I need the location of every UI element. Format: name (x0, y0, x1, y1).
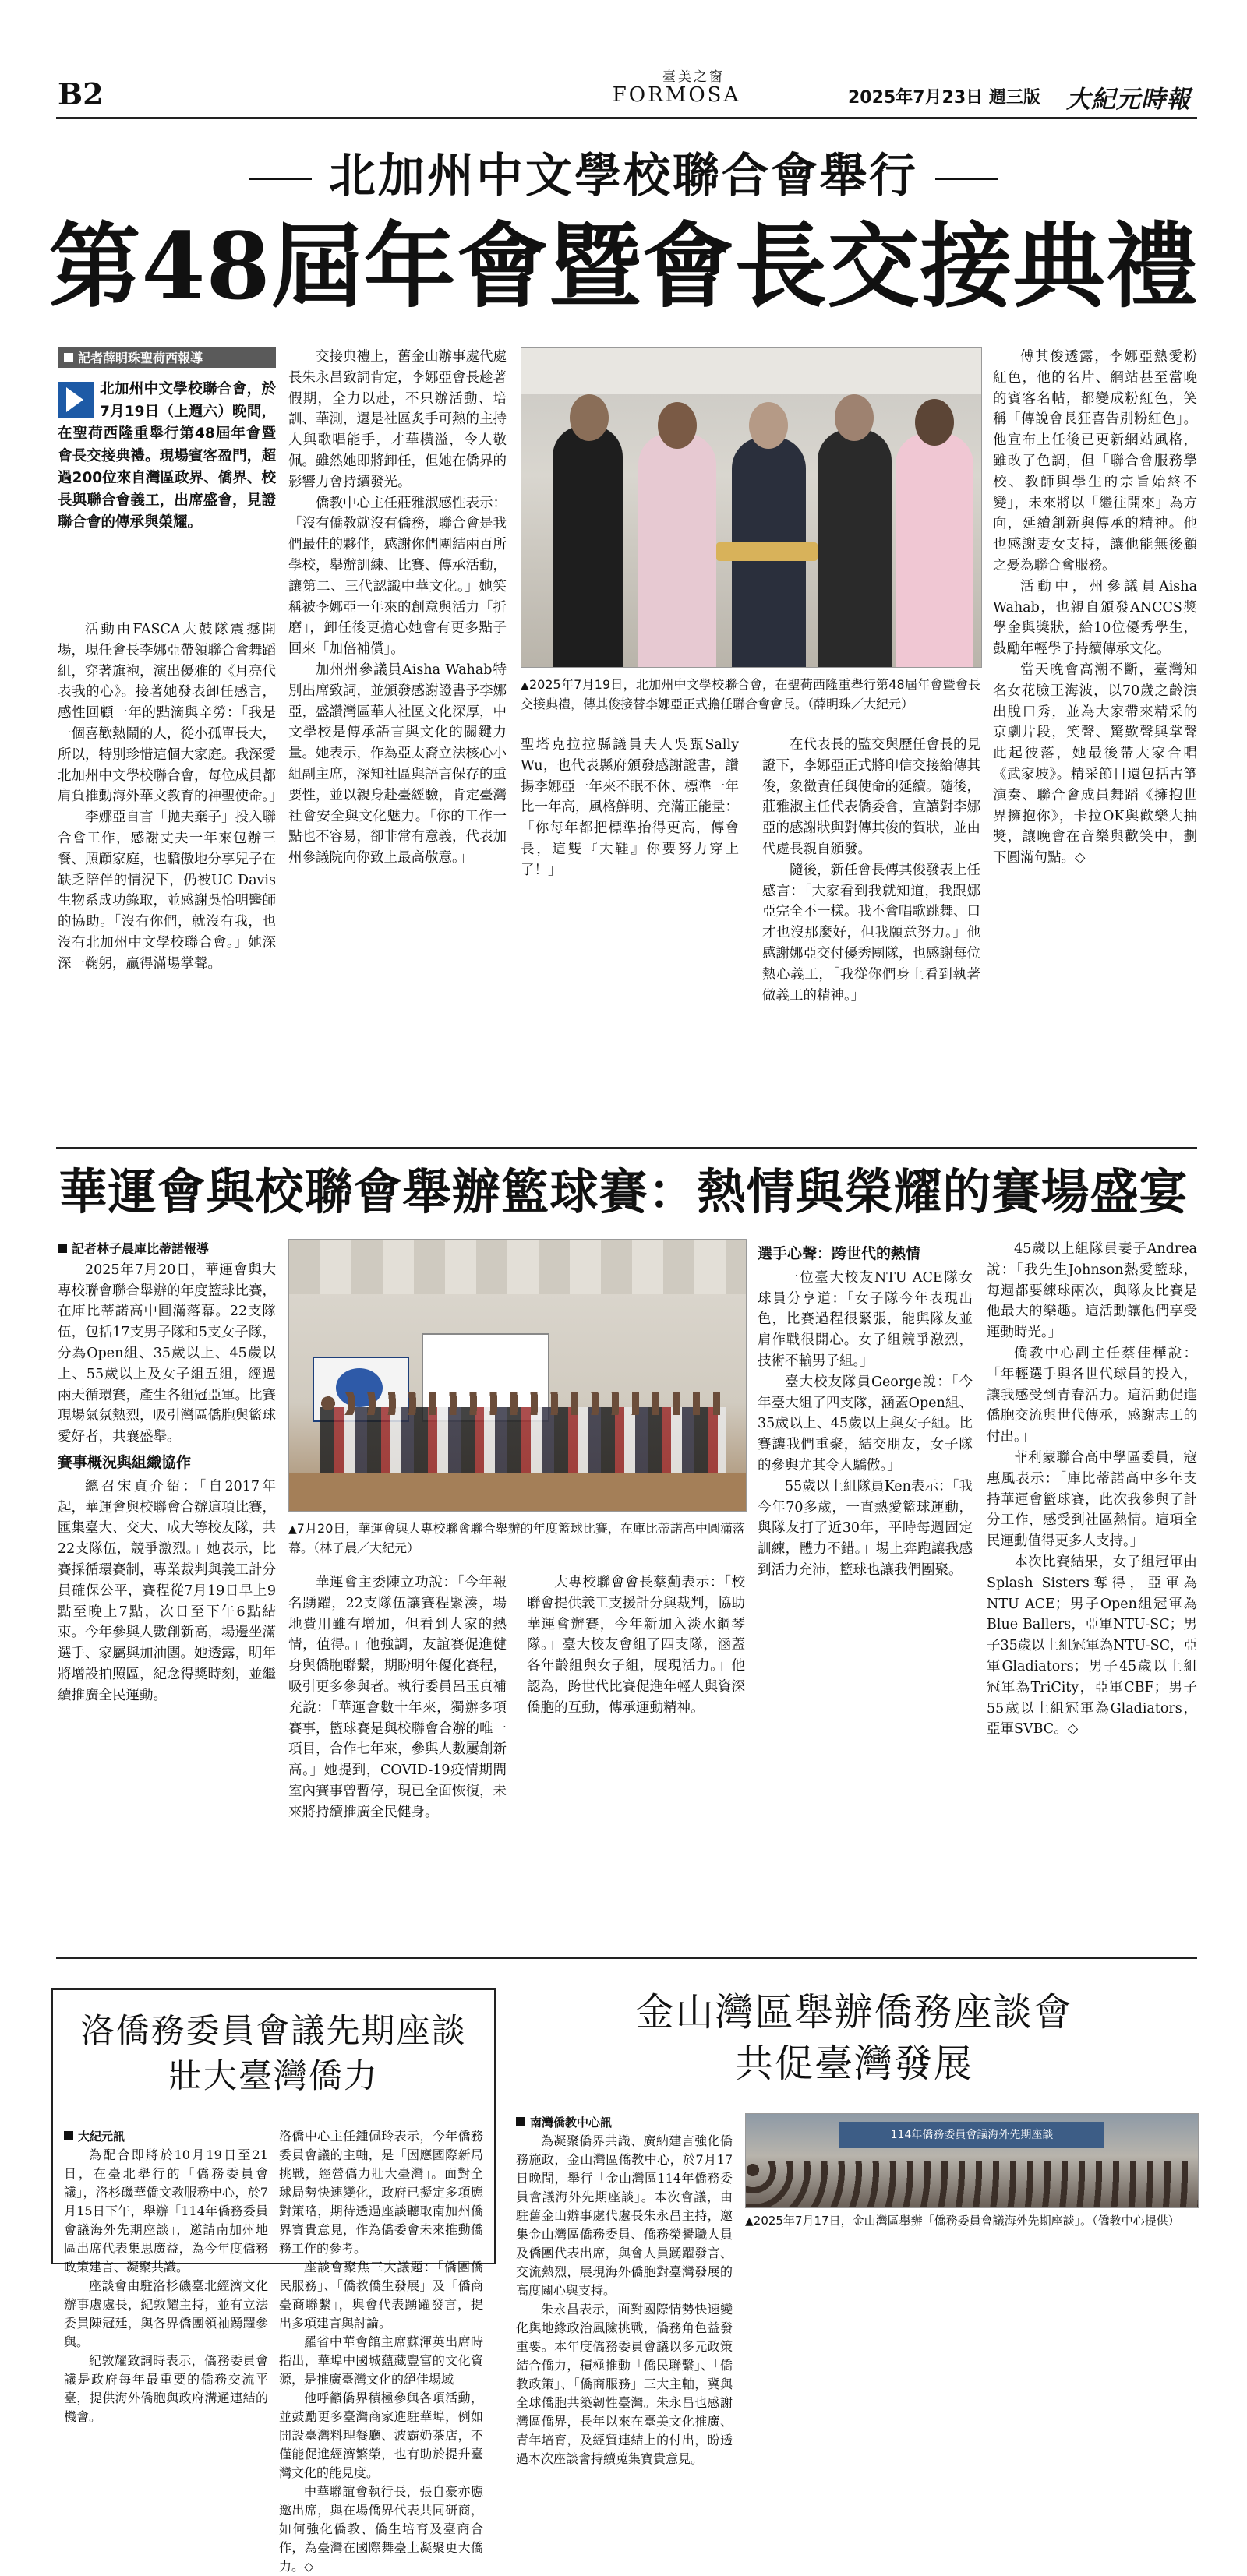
paragraph: 朱永昌表示，面對國際情勢快速變化與地緣政治風險挑戰，僑務角色益發重要。本年度僑務委員會議以多元政策結合僑力，積極推動「僑民聯繫」、「僑教政策」、「僑商服務」三大主軸，冀與全球僑胞共築韌性臺灣。朱永昌也感謝灣區僑界，長年以來在臺美文化推廣、青年培育，及經貿連結上的付出，盼透過本次座談會持續蒐集寶貴意見。 (516, 2302, 733, 2466)
paragraph: 僑教中心副主任蔡佳樺說：「年輕選手與各世代球員的投入，讓我感受到青春活力。這活動促進僑胞交流與世代傳承，感謝志工的付出。」 (987, 1345, 1197, 1445)
paragraph: 55歲以上組隊員Ken表示：「我今年70多歲，一直熱愛籃球運動，與隊友打了近30年，平時每週固定訓練，體力不錯。」場上奔跑讓我感到活力充沛，籃球也讓我們團聚。 (758, 1478, 973, 1578)
paragraph: 加州州參議員Aisha Wahab特別出席致詞，並頒發感謝證書予李娜亞，盛讚灣區華人社區文化深厚，中文學校是傳承語言與文化的關鍵力量。她表示，作為亞太裔立法核心小組副主席，深知社區與語言保存的重要性，並以親身赴臺經驗，肯定臺灣社會安全與文化魅力。「你的工作一點也不容易，卻非常有意義，代表加州參議院向你致上最高敬意。」 (288, 662, 507, 866)
paragraph: 座談會聚焦三大議題：「僑團僑民服務」、「僑教僑生發展」及「僑商臺商聯繫」，與會代表踴躍發言，提出多項建言與討論。 (279, 2260, 483, 2331)
paragraph: 2025年7月20日，華運會與大專校聯會聯合舉辦的年度籃球比賽，在庫比蒂諾高中圓滿落幕。22支隊伍，包括17支男子隊和5支女子隊，分為Open組、35歲以上、45歲以上、55歲以上及女子組五組，經過兩天循環賽，產生各組冠亞軍。比賽現場氣氛熱烈，吸引灣區僑胞與籃球愛好者，共襄盛舉。 (58, 1262, 276, 1445)
page-label: B2 (58, 76, 104, 111)
section-big-title: FORMOSA (612, 83, 741, 107)
article-2-subhead-2: 選手心聲：跨世代的熱情 (758, 1245, 921, 1262)
article-1-col-5 (993, 347, 1197, 1134)
article-4-caption: ▲2025年7月17日，金山灣區舉辦「僑務委員會議海外先期座談」。（僑教中心提供） (745, 2214, 1180, 2228)
section-logo (591, 65, 762, 107)
triangle-icon: ▲ (288, 1523, 297, 1536)
article-1-headline: 第48屆年會暨會長交接典禮 (48, 212, 1199, 320)
article-1-lead: 北加州中文學校聯合會，於7月19日（上週六）晚間，在聖荷西隆重舉行第48屆年會暨會長交接典禮。現場賓客盈門，超過200位來自灣區政界、僑界、校長與聯合會義工，出席盛會，見證聯合會的傳承與榮耀。 (58, 381, 276, 531)
banner: 114年僑務委員會議海外先期座談 (839, 2122, 1104, 2148)
triangle-icon: ▲ (521, 679, 529, 692)
article-3-byline: 大紀元訊 (64, 2127, 268, 2146)
article-3-col-1 (64, 2127, 268, 2424)
paragraph: 李娜亞自言「拋夫棄子」投入聯合會工作，感謝丈夫一年來包辦三餐、照顧家庭，也驕傲地分享兒子在缺乏陪伴的情況下，仍被UC Davis生物系成功錄取，並感謝吳怡明醫師的協助。「沒有你們，就沒有我，也沒有北加州中文學校聯合會。」她深深一鞠躬，贏得滿場掌聲。 (58, 810, 276, 972)
paragraph: 45歲以上組隊員妻子Andrea說：「我先生Johnson熱愛籃球，每週都要練球兩次，與隊友比賽是他最大的樂趣。這活動讓他們享受運動時光。」 (987, 1241, 1197, 1341)
article-1-photo (521, 347, 982, 668)
issue-date: 2025年7月23日 週三版 (848, 88, 1040, 108)
paragraph: 當天晚會高潮不斷，臺灣知名女花臉王海波，以70歲之齡演出脫口秀，並為大家帶來精采的京劇片段，笑聲、驚歎聲與掌聲此起彼落，她最後帶大家合唱《武家坡》。精采節目還包括古箏演奏、聯合會成員舞蹈《擁抱世界擁抱你》，卡拉OK與歡樂大抽獎，讓晚會在音樂與歡笑中，劃下圓滿句點。◇ (993, 662, 1197, 866)
article-1-col-1 (58, 619, 283, 1134)
paragraph: 華運會主委陳立功說：「今年報名踴躍，22支隊伍讓賽程緊湊，場地費用雖有增加，但看到大家的熱情，值得。」他強調，友誼賽促進健身與僑胞聯繫，期盼明年優化賽程，吸引更多參與者。執行委員呂玉貞補充說：「華運會數十年來，獨辦多項賽事，籃球賽是與校聯會合辦的唯一項目，合作七年來，參與人數屢創新高。」她提到，COVID-19疫情期間室內賽事曾暫停，現已全面恢復，未來將持續推廣全民健身。 (288, 1575, 507, 1820)
paper-logo: 大紀元時報 (1066, 86, 1191, 114)
paragraph: 他呼籲僑界積極參與各項活動，並鼓勵更多臺灣商家進駐華埠，例如開設臺灣料理餐廳、波霸奶茶店，不僅能促進經濟繁榮，也有助於提升臺灣文化的能見度。 (279, 2391, 483, 2480)
paragraph: 洛僑中心主任鍾佩玲表示，今年僑務委員會議的主軸，是「因應國際新局挑戰，經營僑力壯大臺灣」。面對全球局勢快速變化，政府已擬定多項應對策略，期待透過座談聽取南加州僑界寶貴意見，作為僑委會未來推動僑務工作的參考。 (279, 2129, 483, 2256)
article-1-byline: 記者薛明珠聖荷西報導 (58, 347, 276, 368)
article-2-col-1 (58, 1239, 276, 1948)
paragraph: 紀敦耀致詞時表示，僑務委員會議是政府每年最重要的僑務交流平臺，提供海外僑胞與政府溝通連結的機會。 (64, 2353, 268, 2424)
article-1-col-2 (288, 347, 507, 1134)
article-2-col-4 (758, 1239, 973, 1948)
paragraph: 傅其俊透露，李娜亞熱愛粉紅色，他的名片、網站甚至當晚的賓客名帖，都變成粉紅色，笑稱「傳說會長狂喜告別粉紅色」。他宣布上任後已更新網站風格，雖改了色調，但「聯合會服務學校、教師與學生的宗旨始終不變」，未來將以「繼往開來」為方向，延續創新與傳承的精神。他也感謝妻女支持，讓他能無後顧之憂為聯合會服務。 (993, 349, 1197, 573)
article-2-subhead: 賽事概況與組織協作 (58, 1453, 192, 1471)
paragraph: 活動中，州參議員Aisha Wahab，也親自頒發ANCCS獎學金與獎狀，給10位優秀學生，鼓勵年輕學子持續傳承文化。 (993, 578, 1197, 658)
article-4-col-1 (516, 2113, 733, 2466)
paragraph: 僑教中心主任莊雅淑感性表示：「沒有僑教就沒有僑務，聯合會是我們最佳的夥伴，感謝你們團結兩百所學校，舉辦訓練、比賽、傳承活動，讓第二、三代認識中華文化。」她笑稱被李娜亞一年來的創意與活力「折磨」，卸任後更擔心她會有更多點子回來「加倍補償」。 (288, 495, 507, 658)
paragraph: 座談會由駐洛杉磯臺北經濟文化辦事處處長，紀敦耀主持，並有立法委員陳冠廷，與各界僑團領袖踴躍參與。 (64, 2278, 268, 2349)
article-2-col-5 (987, 1239, 1197, 1948)
triangle-icon: ▲ (745, 2215, 754, 2228)
article-4-photo (745, 2113, 1199, 2208)
article-2-col-3 (527, 1572, 745, 1948)
article-2-col-2 (288, 1572, 507, 1948)
chevron-right-icon (58, 382, 94, 418)
paragraph: 活動由FASCA大鼓隊震撼開場，現任會長李娜亞帶領聯合會舞蹈組，穿著旗袍，演出優雅的《月亮代表我的心》。接著她發表卸任感言，感性回顧一年的點滴與辛勞：「我是一個喜歡熱鬧的人，從小孤單長大，所以，特別珍惜這個大家庭。我深愛北加州中文學校聯合會，每位成員都肩負推動海外華文教育的神聖使命。」 (58, 622, 283, 805)
paragraph: 菲利蒙聯合高中學區委員，寇惠風表示：「庫比蒂諾高中多年支持華運會籃球賽，此次我參與了計分工作，感受到社區熱情。這項全民運動值得更多人支持。」 (987, 1449, 1197, 1550)
paragraph: 隨後，新任會長傳其俊發表上任感言：「大家看到我就知道，我跟娜亞完全不一樣。我不會唱歌跳舞、口才也沒那麼好，但我願意努力。」他感謝娜亞交付優秀團隊，也感謝每位熱心義工，「我從你們身上看到執著做義工的精神。」 (762, 862, 980, 1004)
article-1-col-3 (521, 735, 739, 1134)
article-4-headline: 金山灣區舉辦僑務座談會 共促臺灣發展 (635, 1990, 1073, 2086)
paragraph: 為凝聚僑界共識、廣納建言強化僑務施政，金山灣區僑教中心，於7月17日晚間，舉行「金山灣區114年僑務委員會議海外先期座談」。本次會議，由駐舊金山辦事處代處長朱永昌主持，邀集金山灣區僑務委員、僑務榮譽職人員及僑團代表出席，與會人員踴躍發言、交流熱烈，展現海外僑胞對臺灣發展的高度關心與支持。 (516, 2133, 733, 2298)
paragraph: 羅省中華會館主席蘇渾英出席時指出，華埠中國城蘊藏豐富的文化資源，是推廣臺灣文化的絕佳場域 (279, 2334, 483, 2387)
paragraph: 臺大校友隊員George說：「今年臺大組了四支隊，涵蓋Open組、35歲以上、45歲以上與女子組。比賽讓我們重聚，結交朋友，女子隊的參與尤其令人驕傲。」 (758, 1374, 973, 1473)
paragraph: 總召宋貞介紹：「自2017年起，華運會與校聯會合辦這項比賽，匯集臺大、交大、成大等校友隊，共22支隊伍，競爭激烈。」她表示，比賽採循環賽制，專業裁判與義工計分員確保公平，賽程從7月19日早上9點至晚上7點，次日至下午6點結束。今年參與人數創新高，場邊坐滿選手、家屬與加油團。她透露，明年將增設拍照區，紀念得獎時刻，並繼續推廣全民運動。 (58, 1478, 276, 1703)
article-2-photo (288, 1239, 747, 1512)
article-2-headline: 華運會與校聯會舉辦籃球賽：熱情與榮耀的賽場盛宴 (58, 1163, 1189, 1220)
article-4-byline: 南灣僑教中心訊 (516, 2113, 733, 2132)
paragraph: 為配合即將於10月19日至21日，在臺北舉行的「僑務委員會議」，洛杉磯華僑文教服務中心，於7月15日下午，舉辦「114年僑務委員會議海外先期座談」，邀請南加州地區出席代表集思廣益，為今年度僑務政策建言、凝聚共識。 (64, 2147, 268, 2274)
paragraph: 大專校聯會會長蔡薊表示：「校聯會提供義工支援計分與裁判，協助華運會辦賽，今年新加入淡水鋼琴隊。」臺大校友會組了四支隊，涵蓋各年齡組與女子組，展現活力。」他認為，跨世代比賽促進年輕人與資深僑胞的互動，傳承運動精神。 (527, 1575, 745, 1716)
paragraph: 聖塔克拉拉縣議員夫人吳甄Sally Wu，也代表縣府頒發感謝證書，讚揚李娜亞一年來不眠不休、標準一年比一年高，風格鮮明、充滿正能量：「你每年都把標準抬得更高，傳會長，這雙『大鞋』你要努力穿上了！」 (521, 737, 739, 878)
paragraph: 一位臺大校友NTU ACE隊女球員分享道：「女子隊今年表現出色，比賽過程很緊張，能與隊友並肩作戰很開心。女子組競爭激烈，技術不輸男子組。」 (758, 1269, 973, 1369)
masthead-rule (56, 117, 1197, 119)
section-divider-2 (56, 1957, 1197, 1959)
article-1-caption: ▲2025年7月19日，北加州中文學校聯合會，在聖荷西隆重舉行第48屆年會暨會長交接典禮，傳其俊接替李娜亞正式擔任聯合會會長。（薛明珠／大紀元） (521, 677, 980, 711)
paragraph: 在代表長的監交與歷任會長的見證下，李娜亞正式將印信交接給傳其俊，象徵責任與使命的延續。隨後，莊雅淑主任代表僑委會，宣讀對李娜亞的感謝狀與對傳其俊的賀狀，並由代處長親自頒發。 (762, 737, 980, 857)
section-small-title: 臺美之窗 (662, 69, 725, 85)
article-1-col-4 (762, 735, 980, 1134)
paragraph: 本次比賽結果，女子組冠軍由Splash Sisters奪得，亞軍為NTU ACE；男子Open組冠軍為Blue Ballers，亞軍NTU-SC；男子35歲以上組冠軍為NTU-SC，亞軍Gladiators；男子45歲以上組冠軍為TriCity，亞軍CBF；男子55歲以上組冠軍為Gladiators，亞軍SVBC。◇ (987, 1554, 1197, 1738)
article-2-caption: ▲7月20日，華運會與大專校聯會聯合舉辦的年度籃球比賽，在庫比蒂諾高中圓滿落幕。（林子晨／大紀元） (288, 1521, 745, 1555)
article-3-col-2 (279, 2127, 483, 2574)
paragraph: 交接典禮上，舊金山辦事處代處長朱永昌致詞肯定，李娜亞會長趁著假期，全力以赴，不只辦活動、培訓、華測，還是社區炙手可熱的主持人與歌唱能手，才華橫溢，令人敬佩。雖然她即將卸任，但她在僑界的影響力會持續發光。 (288, 349, 507, 490)
article-2-byline: 記者林子晨庫比蒂諾報導 (58, 1239, 276, 1260)
article-1-kicker: 北加州中文學校聯合會舉行 (0, 139, 1247, 206)
paragraph: 中華聯誼會執行長，張自豪亦應邀出席，與在場僑界代表共同研商，如何強化僑教、僑生培育及臺商合作，為臺灣在國際舞臺上凝聚更大僑力。◇ (279, 2484, 483, 2574)
article-3-headline: 洛僑務委員會議先期座談 壯大臺灣僑力 (80, 2012, 467, 2096)
section-divider (56, 1147, 1197, 1149)
